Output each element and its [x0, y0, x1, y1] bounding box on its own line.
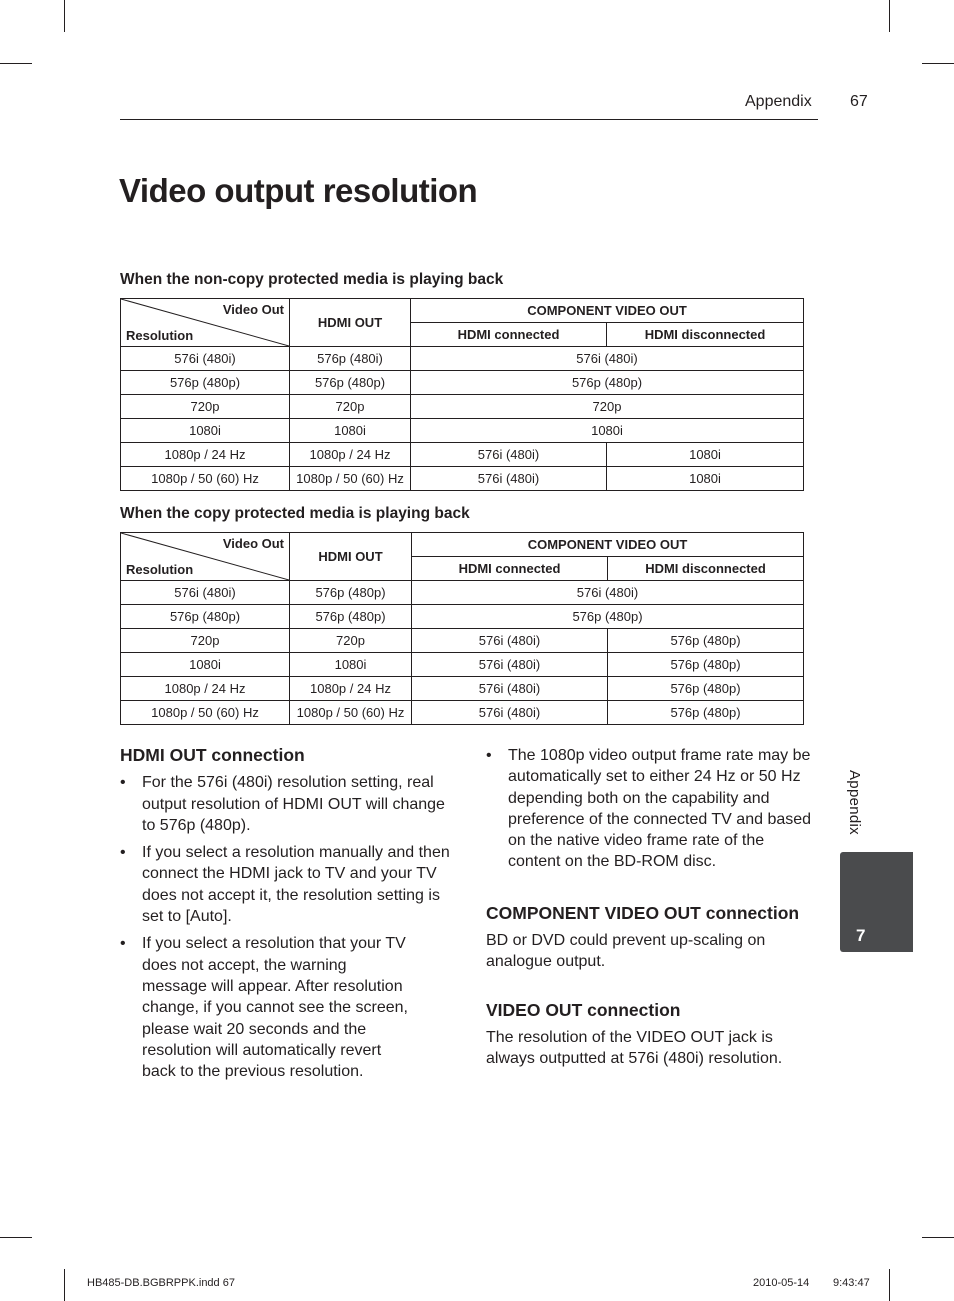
resolution-cell: 1080p / 50 (60) Hz	[121, 701, 290, 725]
chapter-number: 7	[856, 926, 866, 945]
resolution-cell: 1080p / 24 Hz	[121, 443, 290, 467]
hdmi-disconnected-header: HDMI disconnected	[608, 557, 804, 581]
list-item-text: The 1080p video output frame rate may be automatically set to either 24 Hz or 50 Hz depending both on the capability and preference of the connected TV and based on the native video frame rate of the content on the BD-ROM disc.	[508, 747, 812, 871]
hdmi-connected-cell: 576i (480i)	[411, 443, 607, 467]
table-row	[121, 371, 804, 395]
crop-mark	[922, 63, 954, 64]
crop-mark	[889, 1269, 890, 1301]
resolution-cell: 1080p / 24 Hz	[121, 677, 290, 701]
table-row	[121, 653, 804, 677]
table-caption: When the copy protected media is playing back	[120, 505, 470, 522]
page-title: Video output resolution	[119, 172, 478, 209]
table-row	[121, 581, 804, 605]
hdmi-out-cell: 576p (480p)	[290, 581, 412, 605]
header-section: Appendix	[745, 93, 812, 110]
resolution-table-non-protected	[120, 298, 804, 491]
list-item	[120, 933, 455, 1082]
component-header: COMPONENT VIDEO OUT	[412, 533, 804, 557]
hdmi-disconnected-cell: 1080i	[607, 467, 804, 491]
crop-mark	[0, 63, 32, 64]
corner-video-out-label: Video Out	[222, 302, 284, 317]
corner-header	[121, 299, 290, 347]
hdmi-disconnected-cell: 1080i	[607, 443, 804, 467]
table-caption: When the non-copy protected media is playing back	[120, 271, 504, 288]
table-row	[121, 605, 804, 629]
hdmi-out-cell: 576p (480p)	[290, 371, 411, 395]
hdmi-out-header: HDMI OUT	[290, 299, 411, 347]
hdmi-disconnected-cell: 576p (480p)	[608, 653, 804, 677]
hdmi-out-cell: 1080p / 50 (60) Hz	[290, 701, 412, 725]
table-row	[121, 467, 804, 491]
crop-mark	[0, 1237, 32, 1238]
bullet: •	[120, 935, 126, 953]
component-cell: 576p (480p)	[412, 605, 804, 629]
resolution-cell: 1080p / 50 (60) Hz	[121, 467, 290, 491]
resolution-cell: 720p	[121, 395, 290, 419]
table-row	[121, 629, 804, 653]
component-cell: 1080i	[411, 419, 804, 443]
hdmi-out-cell: 1080p / 50 (60) Hz	[290, 467, 411, 491]
resolution-cell: 720p	[121, 629, 290, 653]
hdmi-out-cell: 576p (480p)	[290, 605, 412, 629]
corner-resolution-label: Resolution	[126, 562, 194, 577]
hdmi-connected-cell: 576i (480i)	[412, 677, 608, 701]
bullet: •	[120, 774, 126, 792]
hdmi-out-cell: 720p	[290, 395, 411, 419]
right-column	[486, 745, 819, 1070]
table-row	[121, 443, 804, 467]
hdmi-connected-cell: 576i (480i)	[412, 701, 608, 725]
component-cell: 576i (480i)	[411, 347, 804, 371]
table-row	[121, 395, 804, 419]
crop-mark	[64, 0, 65, 32]
hdmi-out-header: HDMI OUT	[290, 533, 412, 581]
resolution-cell: 1080i	[121, 419, 290, 443]
list-item	[120, 842, 455, 927]
component-header: COMPONENT VIDEO OUT	[411, 299, 804, 323]
list-item-text: If you select a resolution manually and then connect the HDMI jack to TV and your TV does not accept it, the resolution setting is set to [Auto].	[142, 844, 450, 926]
hdmi-disconnected-cell: 576p (480p)	[608, 629, 804, 653]
component-video-out-text: BD or DVD could prevent up-scaling on analogue output.	[486, 932, 766, 971]
corner-video-out-label: Video Out	[222, 536, 284, 551]
resolution-table-protected	[120, 532, 804, 725]
list-item-text: For the 576i (480i) resolution setting, real output resolution of HDMI OUT will change to 576p (480p).	[142, 774, 445, 834]
hdmi-out-heading: HDMI OUT connection	[120, 745, 305, 765]
component-cell: 720p	[411, 395, 804, 419]
table-row	[121, 419, 804, 443]
hdmi-out-section	[120, 745, 455, 1088]
footer-file: HB485-DB.BGBRPPK.indd 67	[87, 1277, 235, 1289]
header-rule	[120, 119, 818, 120]
hdmi-out-cell: 1080i	[290, 653, 412, 677]
crop-mark	[922, 1237, 954, 1238]
crop-mark	[889, 0, 890, 32]
video-out-heading: VIDEO OUT connection	[486, 999, 681, 1020]
hdmi-out-cell: 1080p / 24 Hz	[290, 443, 411, 467]
hdmi-connected-header: HDMI connected	[411, 323, 607, 347]
component-cell: 576p (480p)	[411, 371, 804, 395]
hdmi-out-cell: 576p (480i)	[290, 347, 411, 371]
hdmi-disconnected-cell: 576p (480p)	[608, 677, 804, 701]
resolution-cell: 576p (480p)	[121, 371, 290, 395]
resolution-cell: 576p (480p)	[121, 605, 290, 629]
corner-header	[121, 533, 290, 581]
hdmi-disconnected-header: HDMI disconnected	[607, 323, 804, 347]
hdmi-out-cell: 1080i	[290, 419, 411, 443]
table-row	[121, 677, 804, 701]
hdmi-out-cell: 720p	[290, 629, 412, 653]
table-row	[121, 347, 804, 371]
bullet: •	[486, 747, 492, 764]
footer-date: 2010-05-14	[753, 1277, 810, 1289]
video-out-text: The resolution of the VIDEO OUT jack is always outputted at 576i (480i) resolution.	[486, 1028, 783, 1068]
hdmi-connected-cell: 576i (480i)	[412, 653, 608, 677]
hdmi-out-cell: 1080p / 24 Hz	[290, 677, 412, 701]
list-item	[120, 772, 455, 836]
hdmi-connected-cell: 576i (480i)	[412, 629, 608, 653]
hdmi-connected-cell: 576i (480i)	[411, 467, 607, 491]
list-item	[486, 745, 819, 873]
table-row	[121, 701, 804, 725]
resolution-cell: 576i (480i)	[121, 347, 290, 371]
bullet: •	[120, 844, 126, 862]
component-cell: 576i (480i)	[412, 581, 804, 605]
resolution-cell: 576i (480i)	[121, 581, 290, 605]
hdmi-disconnected-cell: 576p (480p)	[608, 701, 804, 725]
side-section-label: Appendix	[846, 770, 863, 835]
component-video-out-heading: COMPONENT VIDEO OUT connection	[486, 902, 800, 923]
resolution-cell: 1080i	[121, 653, 290, 677]
corner-resolution-label: Resolution	[126, 328, 194, 343]
crop-mark	[64, 1269, 65, 1301]
list-item-text: If you select a resolution that your TV does not accept, the warning message will appear. After resolution change, if you cannot see the screen, please wait 20 seconds and the resolution will automatically revert back to the previous resolution.	[142, 935, 408, 1081]
page-number: 67	[850, 93, 868, 110]
footer-time: 9:43:47	[833, 1277, 870, 1289]
hdmi-connected-header: HDMI connected	[412, 557, 608, 581]
chapter-tab	[840, 852, 913, 952]
